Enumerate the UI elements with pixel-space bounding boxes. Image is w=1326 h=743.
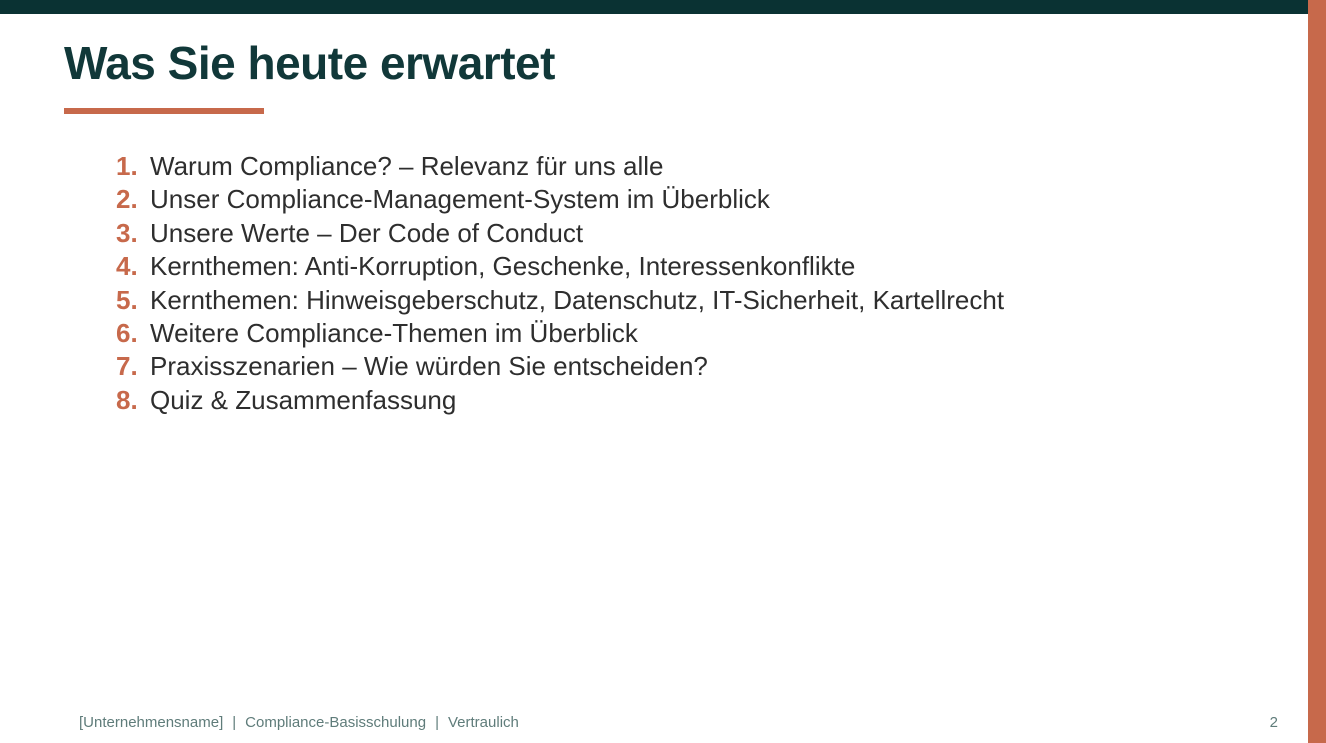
agenda-item: [116, 284, 1004, 317]
agenda-item-number: 7.: [116, 351, 138, 382]
agenda-item-number: 1.: [116, 151, 138, 181]
page-title: Was Sie heute erwartet: [64, 37, 555, 89]
agenda-item: [116, 217, 1004, 250]
right-accent-bar: [1308, 0, 1326, 743]
footer-separator: |: [232, 714, 237, 731]
top-accent-bar: [0, 0, 1308, 14]
page-number: 2: [1269, 714, 1278, 731]
footer-classification: Vertraulich: [448, 714, 519, 731]
agenda-item-text: Kernthemen: Anti-Korruption, Geschenke, Interessenkonflikte: [150, 251, 856, 282]
agenda-item-text: Unser Compliance-Management-System im Überblick: [150, 184, 770, 215]
footer-separator: |: [435, 714, 439, 731]
agenda-item-text: Quiz & Zusammenfassung: [150, 384, 457, 415]
footer-company: [Unternehmensname]: [79, 714, 224, 731]
agenda-item-number: 8.: [116, 384, 138, 415]
agenda-item-text: Weitere Compliance-Themen im Überblick: [150, 318, 638, 349]
agenda-item-number: 6.: [116, 318, 138, 349]
title-underline: [64, 108, 264, 114]
agenda-item-text: Warum Compliance? – Relevanz für uns alle: [150, 151, 664, 181]
agenda-item-text: Unsere Werte – Der Code of Conduct: [150, 217, 584, 248]
footer-course: Compliance-Basisschulung: [245, 714, 427, 731]
agenda-item-number: 4.: [116, 251, 138, 282]
agenda-item: [116, 250, 1004, 283]
agenda-item-number: 2.: [116, 184, 138, 215]
agenda-item-number: 3.: [116, 217, 138, 248]
agenda-item: [116, 384, 1004, 417]
agenda-item-number: 5.: [116, 284, 138, 315]
agenda-item: [116, 350, 1004, 383]
agenda-item: [116, 183, 1004, 216]
agenda-item-text: Praxisszenarien – Wie würden Sie entscheiden?: [150, 351, 708, 382]
agenda-item-text: Kernthemen: Hinweisgeberschutz, Datenschutz, IT-Sicherheit, Kartellrecht: [150, 284, 1005, 315]
slide-footer: [79, 714, 519, 731]
agenda-list: [116, 150, 1004, 417]
agenda-item: [116, 317, 1004, 350]
agenda-item: [116, 150, 1004, 183]
